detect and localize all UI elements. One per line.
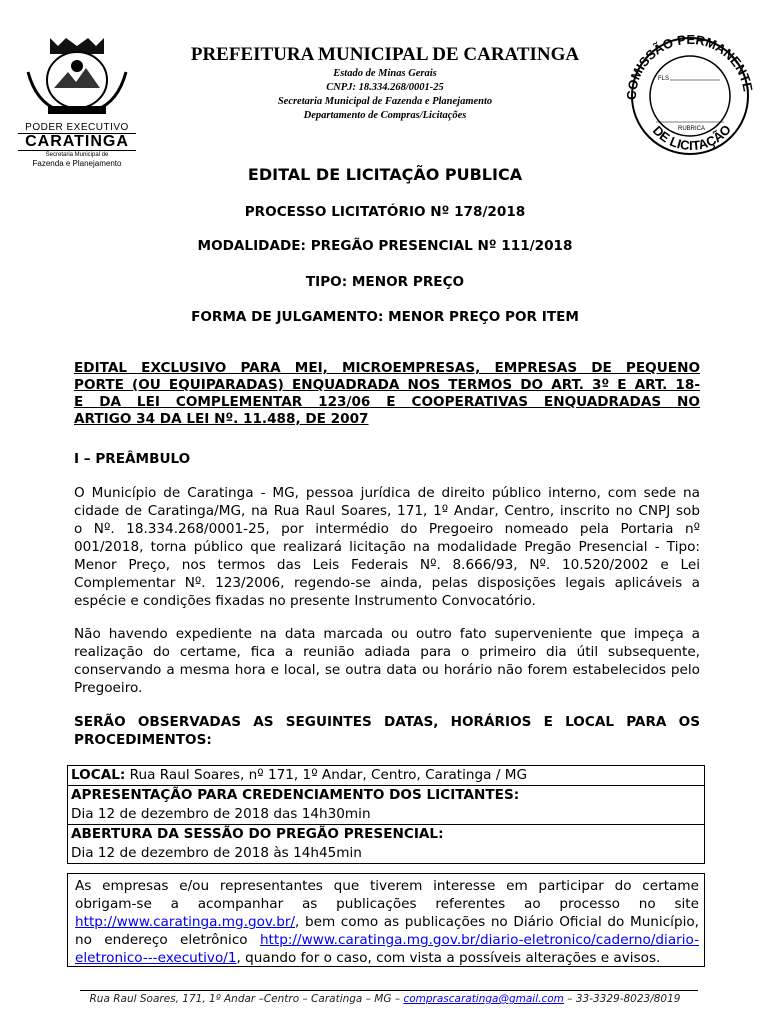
notice-line-2: obrigam-se a acompanhar as publicações referentes ao processo no site [75, 896, 699, 912]
schedule-table [67, 765, 705, 864]
notice-line-3 [75, 913, 699, 931]
p1-line-5: Menor Preço, nos termos das Leis Federais Nº. 8.666/93, Nº. 10.520/2002 e Lei [74, 557, 700, 573]
footer-address: Rua Raul Soares, 171, 1º Andar –Centro – Caratinga – MG – [89, 993, 404, 1005]
credenciamento-label: APRESENTAÇÃO PARA CREDENCIAMENTO DOS LICITANTES: [71, 787, 520, 803]
exclusivo-notice [74, 360, 700, 428]
footer-phone: – 33-3329-8023/8019 [563, 993, 681, 1005]
logo-name: CARATINGA [18, 133, 136, 151]
preambulo-paragraph-2 [74, 625, 700, 697]
p1-line-1: O Município de Caratinga - MG, pessoa jurídica de direito público interno, com sede na [74, 485, 700, 501]
site-link[interactable]: http://www.caratinga.mg.gov.br/ [75, 914, 296, 930]
logo-line3: Fazenda e Planejamento [32, 159, 122, 168]
p2-line-1: Não havendo expediente na data marcada ou outro fato superveniente que impeça a [74, 626, 700, 642]
p1-line-6: Complementar Nº. 123/2006, regendo-se ainda, pelas disposições legais aplicáveis a [74, 575, 700, 591]
forma-julgamento-heading: FORMA DE JULGAMENTO: MENOR PREÇO POR ITEM [191, 309, 579, 325]
observadas-line-2: PROCEDIMENTOS: [74, 732, 212, 748]
diario-link-part-1[interactable]: http://www.caratinga.mg.gov.br/diario-eletronico/caderno/diario- [259, 932, 699, 948]
p1-line-3: o Nº. 18.334.268/0001-25, por intermédio do Pregoeiro nomeado pela Portaria nº [74, 521, 700, 537]
local-value: Rua Raul Soares, nº 171, 1º Andar, Centro, Caratinga / MG [125, 767, 527, 783]
notice-line-5-rest: , quando for o caso, com vista a possíveis alterações e avisos. [236, 950, 661, 966]
p1-line-2: cidade de Caratinga/MG, na Rua Raul Soares, 171, 1º Andar, Centro, inscrito no CNPJ sob [74, 503, 700, 519]
exclusivo-line-4: ARTIGO 34 DA LEI Nº. 11.488, DE 2007 [74, 411, 369, 427]
header-cnpj: CNPJ: 18.334.268/0001-25 [326, 82, 444, 93]
notice-line-3-rest: , bem como as publicações no Diário Oficial do Município, [295, 914, 699, 930]
processo-heading: PROCESSO LICITATÓRIO Nº 178/2018 [244, 204, 526, 220]
municipal-logo [18, 32, 136, 168]
local-row [68, 766, 704, 786]
header-state: Estado de Minas Gerais [333, 68, 437, 79]
header-secretaria: Secretaria Municipal de Fazenda e Planejamento [277, 96, 493, 107]
abertura-label: ABERTURA DA SESSÃO DO PREGÃO PRESENCIAL: [71, 826, 444, 842]
exclusivo-line-1: EDITAL EXCLUSIVO PARA MEI, MICROEMPRESAS, EMPRESAS DE PEQUENO [74, 360, 700, 376]
footer-divider [80, 990, 698, 991]
p1-line-7: espécie e condições fixadas no presente Instrumento Convocatório. [74, 593, 536, 609]
p2-line-3: conservando a mesma hora e local, se outra data ou horário não forem estabelecidos pelo [74, 662, 700, 678]
p2-line-2: realização do certame, fica a reunião adiada para o primeiro dia útil subsequente, [74, 644, 700, 660]
tipo-heading: TIPO: MENOR PREÇO [305, 274, 465, 290]
diario-link-part-2[interactable]: eletronico---executivo/1 [75, 950, 237, 966]
notice-line-1: As empresas e/ou representantes que tiverem interesse em participar do certame [75, 878, 699, 894]
notice-line-4 [75, 931, 699, 949]
notice-box [67, 873, 705, 967]
exclusivo-line-3: E DA LEI COMPLEMENTAR 123/06 E COOPERATIVAS ENQUADRADAS NO [74, 394, 700, 410]
logo-line2: Secretaria Municipal de [45, 152, 109, 158]
p1-line-4: 001/2018, torna público que realizará licitação na modalidade Pregão Presencial - Tipo: [74, 539, 700, 555]
notice-line-5 [75, 949, 699, 967]
preambulo-heading: I – PREÂMBULO [74, 451, 191, 467]
p2-line-4: Pregoeiro. [74, 680, 143, 696]
seal-rubrica: RUBRICA [678, 126, 706, 132]
commission-seal [620, 30, 756, 156]
abertura-value: Dia 12 de dezembro de 2018 às 14h45min [71, 845, 362, 861]
footer-email-link[interactable]: comprascaratinga@gmail.com [403, 993, 564, 1005]
seal-top-text: COMISSÃO PERMANENTE [623, 31, 756, 101]
logo-line1: PODER EXECUTIVO [25, 122, 129, 133]
local-label: LOCAL: [71, 767, 126, 783]
footer [70, 993, 700, 1005]
svg-text:COMISSÃO PERMANENTE [624, 32, 756, 100]
header-departamento: Departamento de Compras/Licitações [303, 110, 467, 121]
observadas-heading [74, 713, 700, 749]
preambulo-paragraph-1 [74, 484, 700, 610]
coat-of-arms-icon [18, 32, 136, 116]
edital-title: EDITAL DE LICITAÇÃO PUBLICA [247, 165, 523, 184]
credenciamento-value: Dia 12 de dezembro de 2018 das 14h30min [68, 805, 704, 825]
page-title: PREFEITURA MUNICIPAL DE CARATINGA [190, 44, 580, 65]
seal-bottom-text: DE LICITAÇÃO [649, 121, 734, 154]
exclusivo-line-2: PORTE (OU EQUIPARADAS) ENQUADRADA NOS TERMOS DO ART. 3º E ART. 18- [74, 377, 700, 393]
notice-line-4-prefix: no endereço eletrônico [75, 932, 260, 948]
seal-fls: FLS [658, 76, 670, 82]
seal-stamp-icon [620, 30, 756, 156]
modalidade-heading: MODALIDADE: PREGÃO PRESENCIAL Nº 111/2018 [197, 238, 573, 254]
observadas-line-1: SERÃO OBSERVADAS AS SEGUINTES DATAS, HORÁRIOS E LOCAL PARA OS [74, 714, 700, 730]
